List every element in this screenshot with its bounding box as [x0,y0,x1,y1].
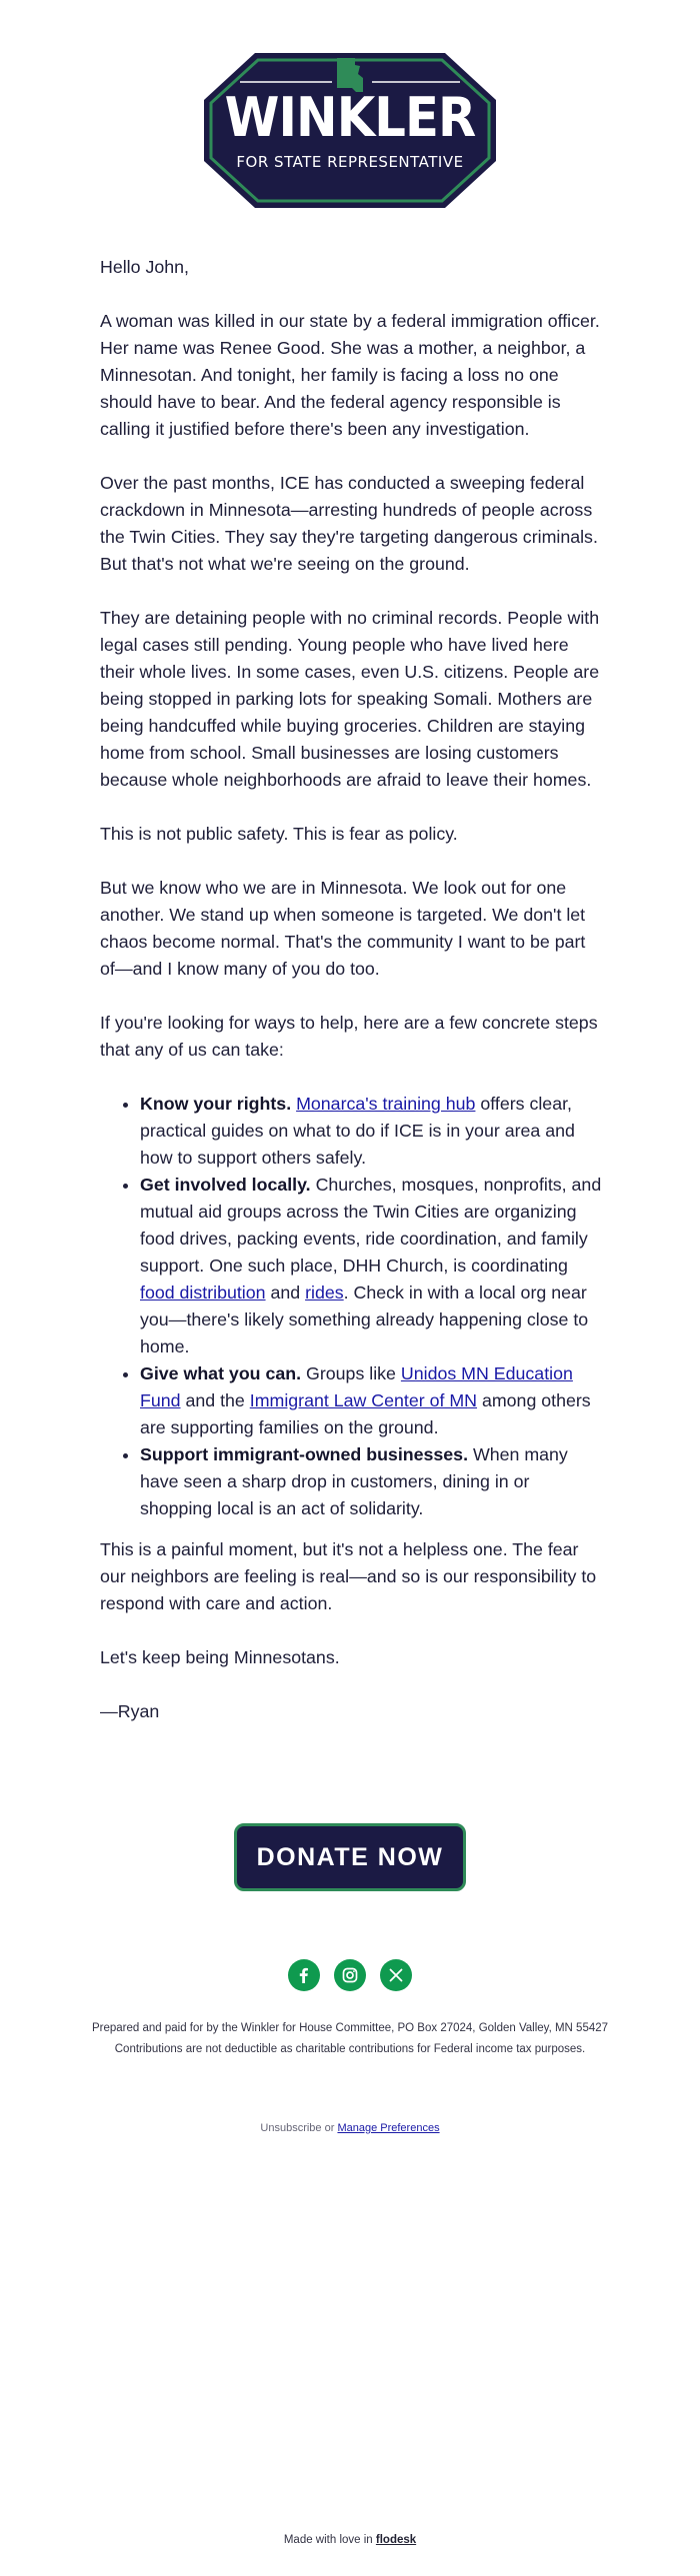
signoff: —Ryan [100,1701,160,1721]
list-item-heading: Know your rights. [140,1094,292,1114]
logo-subtitle: FOR STATE REPRESENTATIVE [236,153,464,171]
made-with-text: Made with love in [283,2534,376,2546]
list-item-heading: Give what you can. [140,1363,302,1383]
footer-disclaimer: Prepared and paid for by the Winkler for House Committee, PO Box 27024, Golden Valley, MN 55427 [91,2022,609,2034]
paragraph: They are detaining people with no criminal records. People with legal cases still pending. Young people who have lived here their whole lives. In some cases, even U.S. citizens. People are being stopped in parking lots for speaking Somali. Mothers are being handcuffed while buying groceries. Children are staying home from school. Small businesses are losing customers because whole neighborhoods are afraid to leave their homes. [100,608,600,790]
x-icon[interactable] [380,1959,412,1991]
action-list [100,1091,602,1522]
donate-button[interactable]: DONATE NOW [234,1823,466,1891]
list-item-text: and [265,1283,306,1302]
list-item-heading: Support immigrant-owned businesses. [140,1444,469,1464]
social-links [0,1959,700,1991]
list-item [140,1091,602,1172]
footer-tax-note: Contributions are not deductible as charitable contributions for Federal income tax purposes. [114,2043,586,2055]
list-item-text: and the [180,1390,250,1410]
flodesk-link[interactable]: flodesk [375,2534,417,2546]
footer [0,2018,700,2060]
immigrant-law-center-link[interactable]: Immigrant Law Center of MN [249,1390,478,1410]
paragraph: But we know who we are in Minnesota. We look out for one another. We stand up when someone is targeted. We don't let chaos become normal. That's the community I want to be part of—and I know many of you do too. [100,878,586,979]
list-item-text: among others are supporting families on the ground. [140,1390,591,1437]
list-item [140,1441,602,1522]
paragraph: If you're looking for ways to help, here are a few concrete steps that any of us can take: [100,1013,598,1060]
greeting: Hello John, [100,257,189,277]
facebook-icon[interactable] [288,1959,320,1991]
monarca-training-link[interactable]: Monarca's training hub [296,1094,476,1114]
donate-section [0,1823,700,1891]
unsubscribe-area [0,2122,700,2134]
email-body [100,254,602,1752]
manage-preferences-link[interactable]: Manage Preferences [337,2122,440,2134]
list-item [140,1360,602,1441]
list-item-text: Churches, mosques, nonprofits, and mutual aid groups across the Twin Cities are organizing food drives, packing events, ride coordination, and family support. One such place, DHH Church, is coordinating [140,1175,602,1276]
food-distribution-link[interactable]: food distribution [140,1283,266,1302]
rides-link[interactable]: rides [305,1283,344,1302]
logo-title: WINKLER [224,86,476,149]
list-item [140,1172,602,1360]
unsubscribe-separator: or [321,2122,338,2134]
made-with-footer [0,2534,700,2546]
paragraph: Over the past months, ICE has conducted a sweeping federal crackdown in Minnesota—arresting hundreds of people across the Twin Cities. They say they're targeting dangerous criminals. But that's not what we're seeing on the ground. [100,473,598,574]
paragraph: This is not public safety. This is fear as policy. [100,824,458,844]
instagram-icon[interactable] [334,1959,366,1991]
paragraph: This is a painful moment, but it's not a helpless one. The fear our neighbors are feeling is real—and so is our responsibility to respond with care and action. [100,1539,597,1613]
unsubscribe-link[interactable]: Unsubscribe [260,2122,322,2134]
list-item-text: . Check in with a local org near you—there's likely something already happening close to home. [140,1283,589,1356]
list-item-text: offers clear, practical guides on what to do if ICE is in your area and how to support others safely. [140,1094,575,1168]
paragraph: Let's keep being Minnesotans. [100,1647,340,1667]
list-item-text: Groups like [301,1363,401,1383]
list-item-text: When many have seen a sharp drop in customers, dining in or shopping local is an act of solidarity. [140,1444,568,1518]
unidos-mn-link[interactable]: Unidos MN Education Fund [140,1363,573,1410]
list-item-heading: Get involved locally. [140,1175,311,1195]
paragraph: A woman was killed in our state by a federal immigration officer. Her name was Renee Good. She was a mother, a neighbor, a Minnesotan. And tonight, her family is facing a loss no one should have to bear. And the federal agency responsible is calling it justified before there's been any investigation. [100,311,600,439]
campaign-logo [0,0,700,220]
